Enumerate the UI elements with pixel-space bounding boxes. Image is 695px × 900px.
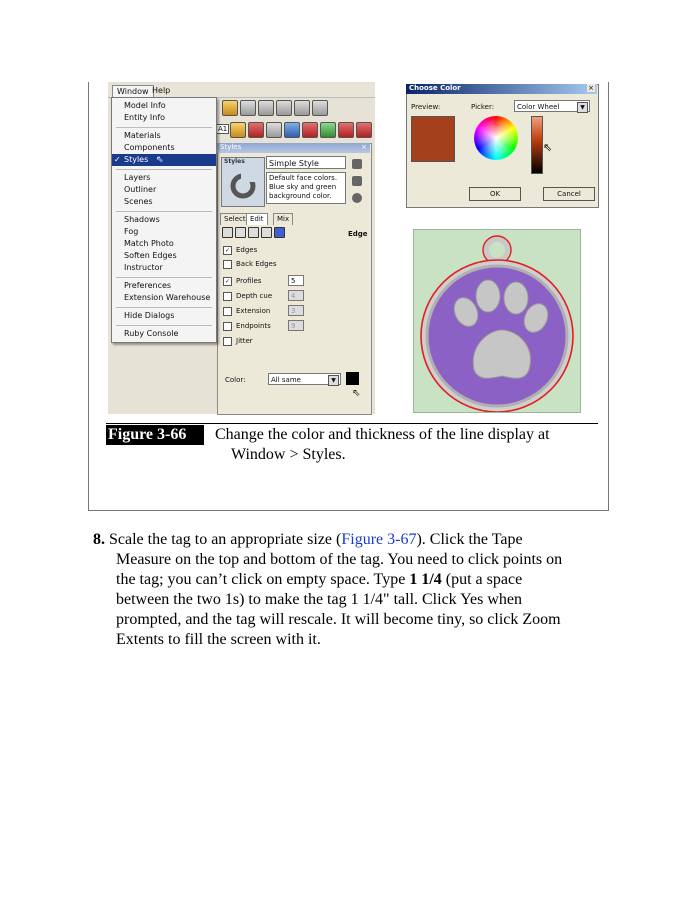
ruby-icon[interactable] [356,122,372,138]
edge-color-swatch[interactable] [346,372,359,385]
create-style-icon[interactable] [352,159,362,169]
front-view-icon[interactable] [258,100,274,116]
menu-item-fog[interactable]: Fog [124,227,139,236]
menu-separator [116,211,212,212]
menu-item-preferences[interactable]: Preferences [124,281,172,290]
step-8-paragraph: 8. Scale the tag to an appropriate size (Figure 3-67). Click the Tape Measure on the top and bottom of the tag. You need to click points on the tag; you can’t click on empty space. Type 1 1/4 (put a space between the two 1s) to make the tag 1 1/4" tall. Click Yes when prompted, and the tag will rescale. It will become tiny, so click Zoom Extents to fill the screen with it. [93,531,563,648]
component-icon[interactable] [248,122,264,138]
tab-select[interactable]: Select [220,213,250,225]
menu-separator [116,277,212,278]
step-number: 8. [93,531,105,548]
menu-item-components[interactable]: Components [124,143,175,152]
option-edges[interactable]: ✓ Edges [224,246,258,254]
style-thumbnail-label: Styles [224,158,245,165]
toolbar-views [222,98,372,116]
menu-item-materials[interactable]: Materials [124,131,161,140]
refresh-icon [230,172,256,200]
profiles-value-input[interactable]: 5 [288,275,304,286]
menubar [108,84,375,98]
style-name-input[interactable]: Simple Style [266,156,346,169]
menu-separator [116,127,212,128]
checkbox-back-edges[interactable] [223,260,232,269]
window-menu-dropdown [111,97,217,343]
checkbox-extension[interactable] [223,307,232,316]
extension-value-input: 3 [288,305,304,316]
paw-tag-illustration [414,230,580,412]
option-profiles[interactable]: ✓ Profiles [224,277,262,285]
picker-label: Picker: [471,103,495,111]
menu-item-hide-dialogs[interactable]: Hide Dialogs [124,311,175,320]
paint-bucket-icon[interactable] [230,122,246,138]
extension-icon[interactable] [338,122,354,138]
menu-window[interactable]: Window [112,85,154,98]
menu-item-shadows[interactable]: Shadows [124,215,160,224]
preview-label: Preview: [411,103,441,111]
paw-tag-render [413,229,581,413]
edge-settings-icon[interactable] [222,227,233,238]
menu-help[interactable]: Help [152,86,171,95]
chevron-down-icon[interactable]: ▼ [328,375,339,386]
edge-section-label: Edge [348,230,368,238]
warehouse-icon[interactable] [320,122,336,138]
ok-button[interactable]: OK [469,187,521,201]
tab-mix[interactable]: Mix [273,213,293,225]
top-view-icon[interactable] [240,100,256,116]
zoom-extents-icon[interactable] [302,122,318,138]
option-endpoints[interactable]: Endpoints [223,321,271,331]
option-back-edges[interactable]: Back Edges [223,259,276,269]
close-icon[interactable]: × [588,84,594,92]
update-style-icon[interactable] [352,176,362,186]
checkbox-depth-cue[interactable] [223,292,232,301]
cursor-arrow-icon: ⇖ [543,142,553,154]
styles-titlebar [217,143,370,153]
option-extension[interactable]: Extension [223,306,270,316]
menu-separator [116,169,212,170]
cancel-button[interactable]: Cancel [543,187,595,201]
checkbox-jitter[interactable] [223,337,232,346]
refresh-style-icon[interactable] [352,193,362,203]
tab-edit[interactable]: Edit [246,213,268,225]
iso-view-icon[interactable] [222,100,238,116]
figure-label: Figure 3-66 [106,425,204,445]
menu-item-scenes[interactable]: Scenes [124,197,153,206]
cursor-arrow-icon: ⇖ [156,155,164,165]
caption-rule [106,423,598,424]
watermark-settings-icon[interactable] [261,227,272,238]
checkbox-edges[interactable]: ✓ [224,246,231,254]
checkbox-profiles[interactable]: ✓ [224,277,231,285]
menu-item-match-photo[interactable]: Match Photo [124,239,174,248]
menu-item-extension-warehouse[interactable]: Extension Warehouse [124,293,211,302]
styles-tabs [219,213,369,225]
cursor-arrow-icon: ⇖ [352,388,361,399]
checkbox-endpoints[interactable] [223,322,232,331]
tape-measure-icon[interactable] [266,122,282,138]
chevron-down-icon[interactable]: ▼ [577,102,588,113]
edge-color-select[interactable]: All same ▼ [268,373,341,385]
background-settings-icon[interactable] [248,227,259,238]
zoom-icon[interactable] [284,122,300,138]
modeling-settings-icon[interactable] [274,227,285,238]
color-wheel[interactable] [474,116,518,160]
edge-color-label: Color: [225,376,246,384]
menu-separator [116,325,212,326]
preview-swatch [411,116,455,162]
typed-value: 1 1/4 [409,571,442,588]
figure-caption: Change the color and thickness of the line display at Window > Styles. [215,426,550,463]
style-thumbnail[interactable] [221,157,265,207]
depth-cue-value-input: 4 [288,290,304,301]
toolbar-tools [216,120,372,138]
menu-item-ruby-console[interactable]: Ruby Console [124,329,179,338]
endpoints-value-input: 9 [288,320,304,331]
right-view-icon[interactable] [276,100,292,116]
choose-color-titlebar [406,84,597,94]
menu-item-layers[interactable]: Layers [124,173,151,182]
choose-color-title: Choose Color [409,84,461,92]
style-description-input[interactable]: Default face colors. Blue sky and green background color. [266,172,346,204]
menu-item-entity-info[interactable]: Entity Info [124,113,166,122]
menu-item-model-info[interactable]: Model Info [124,101,166,110]
toolbar-label: A1 [218,125,228,133]
styles-title: Styles [220,143,242,151]
brightness-slider[interactable] [531,116,543,174]
check-icon: ✓ [114,155,121,164]
face-settings-icon[interactable] [235,227,246,238]
picker-select[interactable]: Color Wheel ▼ [514,100,590,112]
menu-item-soften-edges[interactable]: Soften Edges [124,251,177,260]
menu-separator [116,307,212,308]
left-view-icon[interactable] [312,100,328,116]
figure-link[interactable]: Figure 3-67 [341,531,417,548]
menu-item-outliner[interactable]: Outliner [124,185,157,194]
option-jitter[interactable]: Jitter [223,336,253,346]
menu-item-instructor[interactable]: Instructor [124,263,163,272]
menu-item-styles[interactable]: ✓ Styles ⇖ [112,154,216,166]
back-view-icon[interactable] [294,100,310,116]
styles-close-button[interactable]: × [361,143,367,151]
option-depth-cue[interactable]: Depth cue [223,291,272,301]
